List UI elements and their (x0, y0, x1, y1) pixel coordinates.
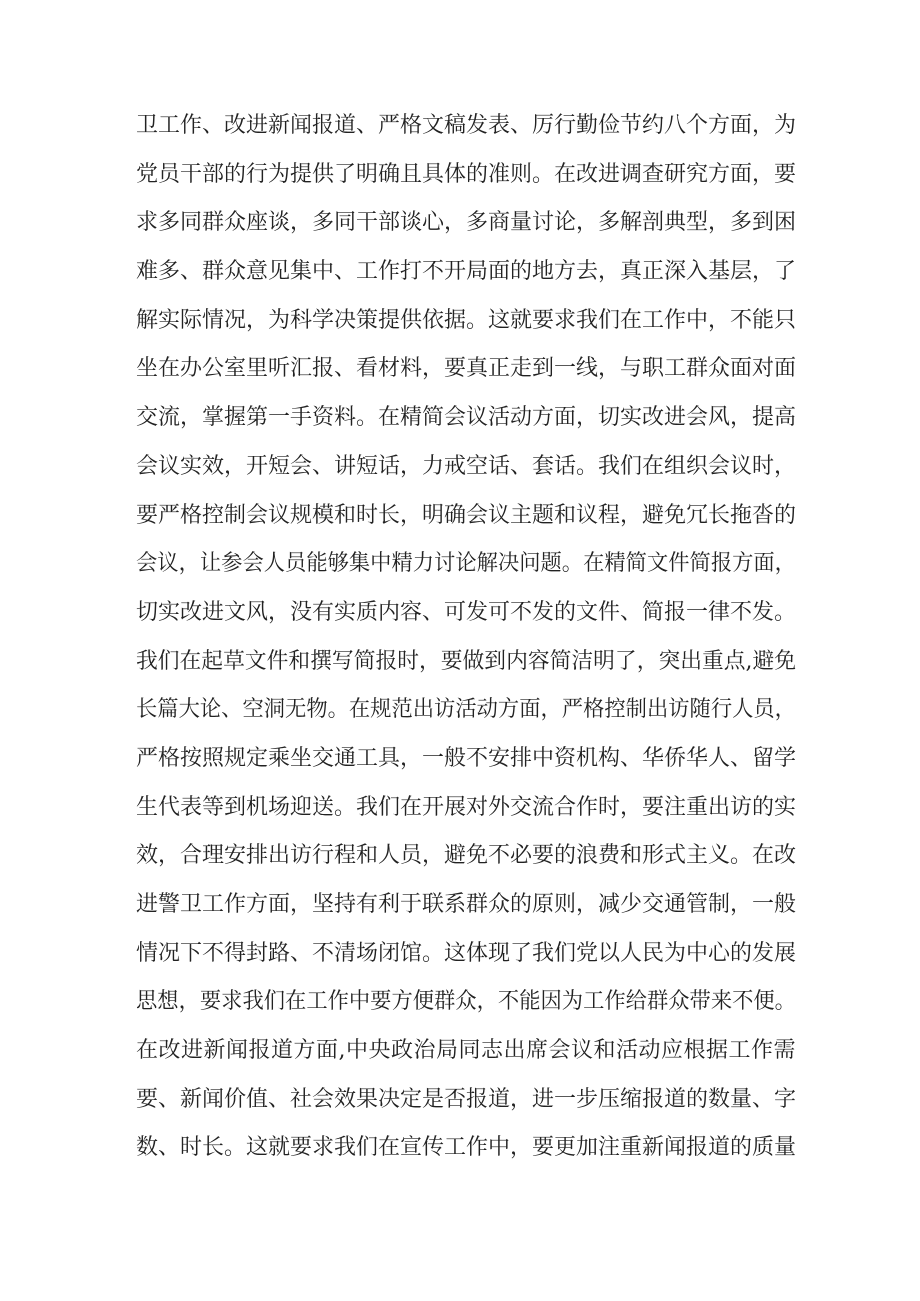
text-line: 进警卫工作方面，坚持有利于联系群众的原则，减少交通管制，一般 (136, 892, 797, 917)
text-line: 会议，让参会人员能够集中精力讨论解决问题。在精简文件简报方面， (136, 551, 796, 577)
text-line: 会议实效，开短会、讲短话，力戒空话、套话。我们在组织会议时， (136, 453, 797, 479)
text-line: 严格按照规定乘坐交通工具，一般不安排中资机构、华侨华人、留学 (136, 745, 797, 771)
text-line: 难多、群众意见集中、工作打不开局面的地方去，真正深入基层，了 (136, 259, 797, 285)
text-line: 思想，要求我们在工作中要方便群众，不能因为工作给群众带来不便。 (136, 989, 796, 1015)
text-line: 党员干部的行为提供了明确且具体的准则。在改进调查研究方面，要 (136, 161, 797, 187)
text-line: 交流，掌握第一手资料。在精简会议活动方面，切实改进会风，提高 (136, 405, 797, 431)
text-line: 切实改进文风，没有实质内容、可发可不发的文件、简报一律不发。 (136, 599, 797, 625)
text-line: 要、新闻价值、社会效果决定是否报道，进一步压缩报道的数量、字 (136, 1086, 797, 1112)
text-line: 数、时长。这就要求我们在宣传工作中，要更加注重新闻报道的质量 (136, 1135, 797, 1161)
text-line: 效，合理安排出访行程和人员，避免不必要的浪费和形式主义。在改 (136, 843, 797, 869)
text-line: 求多同群众座谈，多同干部谈心，多商量讨论，多解剖典型，多到困 (136, 210, 797, 236)
text-line: 我们在起草文件和撰写简报时，要做到内容简洁明了，突出重点,避免 (136, 648, 796, 674)
text-line: 要严格控制会议规模和时长，明确会议主题和议程，避免冗长拖沓的 (136, 502, 797, 528)
text-line: 卫工作、改进新闻报道、严格文稿发表、厉行勤俭节约八个方面，为 (136, 113, 797, 138)
text-line: 长篇大论、空洞无物。在规范出访活动方面，严格控制出访随行人员， (136, 697, 796, 723)
text-line: 解实际情况，为科学决策提供依据。这就要求我们在工作中，不能只 (136, 307, 797, 333)
text-line: 情况下不得封路、不清场闭馆。这体现了我们党以人民为中心的发展 (136, 940, 797, 966)
text-line: 坐在办公室里听汇报、看材料，要真正走到一线，与职工群众面对面 (136, 356, 797, 382)
body-text (136, 102, 796, 1173)
text-line: 生代表等到机场迎送。我们在开展对外交流合作时，要注重出访的实 (136, 794, 797, 820)
text-line: 在改进新闻报道方面,中央政治局同志出席会议和活动应根据工作需 (136, 1038, 796, 1064)
